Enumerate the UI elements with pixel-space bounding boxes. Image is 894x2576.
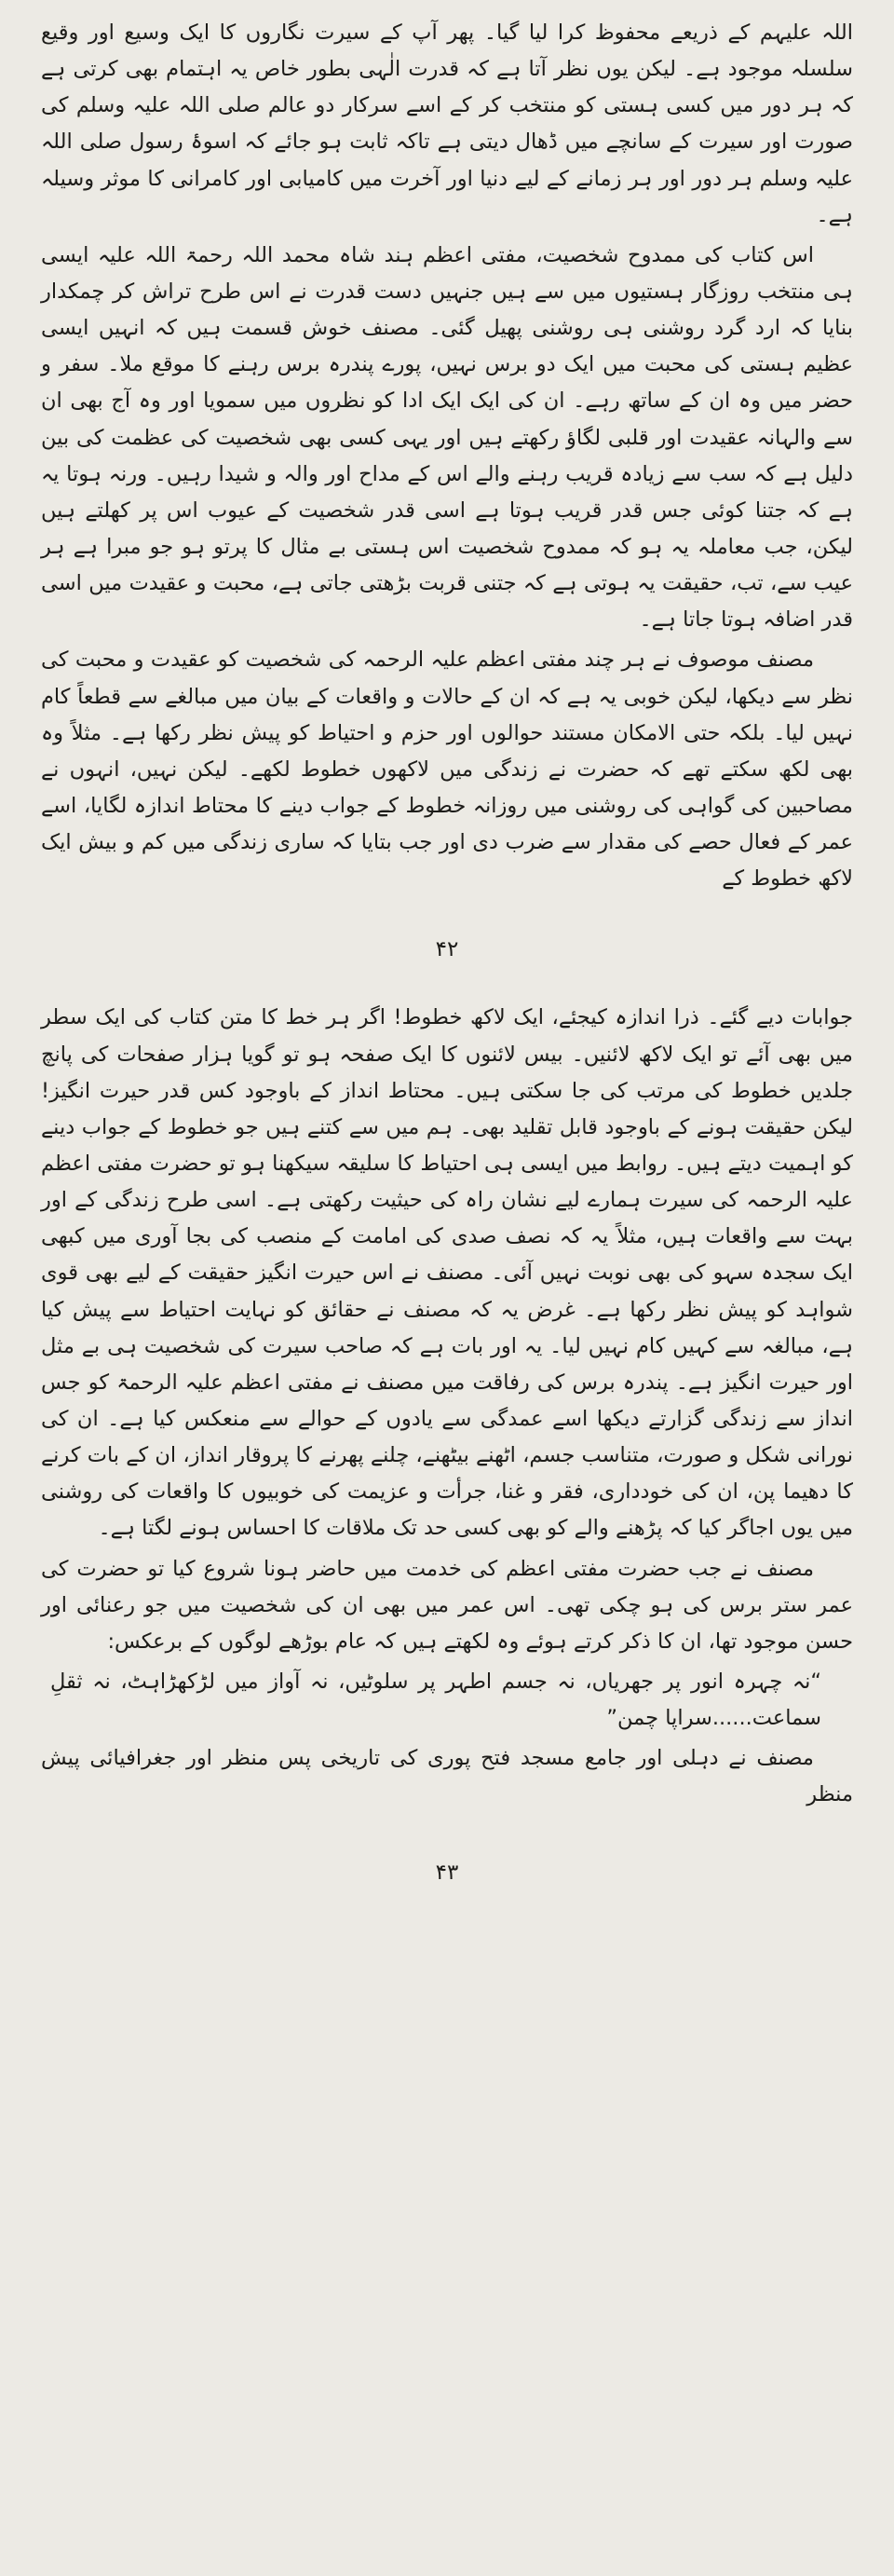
quotation: “نہ چہرہ انور پر جھریاں، نہ جسم اطہر پر سلوٹیں، نہ آواز میں لڑکھڑاہٹ، نہ ثقلِ سماعت......سراپا چمن”	[50, 1669, 821, 1731]
page-number: ۴۳	[435, 1860, 459, 1886]
paragraph: اس کتاب کی ممدوح شخصیت، مفتی اعظم ہند شاہ محمد اللہ رحمۃ اللہ علیہ ایسی ہی منتخب روزگار ہستیوں میں سے ہیں جنہیں دست قدرت نے اس طرح تراش کر چمکدار بنایا کہ ارد گرد روشنی ہی روشنی پھیل گئی۔ مصنف خوش قسمت ہیں کہ انہیں ایسی عظیم ہستی کی محبت میں ایک دو برس نہیں، پورے پندرہ برس رہنے کا موقع ملا۔ سفر و حضر میں وہ ان کے ساتھ رہے۔ ان کی ایک ایک ادا کو نظروں میں سمویا اور وہ آج بھی ان سے والہانہ عقیدت اور قلبی لگاؤ رکھتے ہیں اور یہی کسی بھی شخصیت کی عظمت کی بین دلیل ہے کہ سب سے زیادہ قریب رہنے والے اس کے مداح اور والہ و شیدا رہیں۔ ورنہ ہوتا یہ ہے کہ جتنا کوئی جس قدر قریب ہوتا ہے اسی قدر شخصیت کے عیوب اس پر کھلتے ہیں لیکن، جب معاملہ یہ ہو کہ ممدوح شخصیت اس ہستی بے مثال کا پرتو ہو جو مبرا ہے ہر عیب سے، تب، حقیقت یہ ہوتی ہے کہ جتنی قربت بڑھتی جاتی ہے، محبت و عقیدت میں اسی قدر اضافہ ہوتا جاتا ہے۔	[41, 242, 853, 633]
paragraph: مصنف نے دہلی اور جامع مسجد فتح پوری کی تاریخی پس منظر اور جغرافیائی پیش منظر	[41, 1746, 853, 1807]
paragraph: مصنف موصوف نے ہر چند مفتی اعظم علیہ الرحمہ کی شخصیت کو عقیدت و محبت کی نظر سے دیکھا، لیکن خوبی یہ ہے کہ ان کے حالات و واقعات کے بیان میں مبالغے سے قطعاً کام نہیں لیا۔ بلکہ حتی الامکان مستند حوالوں اور حزم و احتیاط کو پیش نظر رکھا ہے۔ مثلاً وہ بھی لکھ سکتے تھے کہ حضرت نے زندگی میں لاکھوں خطوط لکھے۔ لیکن نہیں، انہوں نے مصاحبین کی گواہی کی روشنی میں روزانہ خطوط کے جواب دینے کا محتاط اندازہ لگایا، اسے عمر کے فعال حصے کی مقدار سے ضرب دی اور جب بتایا کہ ساری زندگی میں کم و بیش ایک لاکھ خطوط کے	[41, 647, 853, 892]
page-43-text	[41, 1000, 853, 1891]
page-number: ۴۲	[435, 937, 459, 962]
paragraph-continuation: جوابات دیے گئے۔ ذرا اندازہ کیجئے، ایک لاکھ خطوط! اگر ہر خط کا متن کتاب کی ایک سطر میں بھی آئے تو ایک لاکھ لائنیں۔ بیس لائنوں کا ایک صفحہ ہو تو گویا ہزار صفحات کی پانچ جلدیں خطوط کی مرتب کی جا سکتی ہیں۔ محتاط انداز کے باوجود کس قدر حیرت انگیز! لیکن حقیقت ہونے کے باوجود قابل تقلید بھی۔ ہم میں سے کتنے ہیں جو خطوط کے جواب دینے کو اہمیت دیتے ہیں۔ روابط میں ایسی ہی احتیاط کا سلیقہ سیکھنا ہو تو حضرت مفتی اعظم علیہ الرحمہ کی سیرت ہمارے لیے نشان راہ کی حیثیت رکھتی ہے۔ اسی طرح زندگی کے اور بہت سے واقعات ہیں، مثلاً یہ کہ نصف صدی کی امامت کے منصب کی بجا آوری میں کبھی ایک سجدہ سہو کی بھی نوبت نہیں آئی۔ مصنف نے اس حیرت انگیز حقیقت کے لیے بھی قوی شواہد کو پیش نظر رکھا ہے۔ غرض یہ کہ مصنف نے حقائق کو نہایت احتیاط سے پیش کیا ہے، مبالغہ سے کہیں کام نہیں لیا۔ یہ اور بات ہے کہ صاحب سیرت کی شخصیت ہی بے مثل اور حیرت انگیز ہے۔ پندرہ برس کی رفاقت میں مصنف نے مفتی اعظم علیہ الرحمۃ کو جس انداز سے زندگی گزارتے دیکھا اسے عمدگی سے یادوں کے حوالے سے منعکس کیا ہے۔ ان کی نورانی شکل و صورت، متناسب جسم، اٹھنے بیٹھنے، چلنے پھرنے کا پروقار انداز، ان کے بات کرنے کا دھیما پن، ان کی خودداری، فقر و غنا، جرأت و عزیمت کی خوبیوں کا واقعات کی روشنی میں یوں اجاگر کیا کہ پڑھنے والے کو بھی کسی حد تک ملاقات کا احساس ہونے لگتا ہے۔	[41, 1005, 853, 1541]
paragraph: مصنف نے جب حضرت مفتی اعظم کی خدمت میں حاضر ہونا شروع کیا تو حضرت کی عمر ستر برس کی ہو چکی تھی۔ اس عمر میں بھی ان کی شخصیت میں جو رعنائی اور حسن موجود تھا، ان کا ذکر کرتے ہوئے وہ لکھتے ہیں کہ عام بوڑھے لوگوں کے برعکس:	[41, 1556, 853, 1654]
page-42-text	[41, 15, 853, 968]
paragraph-continuation: اللہ علیہم کے ذریعے محفوظ کرا لیا گیا۔ پھر آپ کے سیرت نگاروں کا ایک وسیع اور وقیع سلسلہ موجود ہے۔ لیکن یوں نظر آتا ہے کہ قدرت الٰہی بطور خاص یہ اہتمام بھی کرتی ہے کہ ہر دور میں کسی ہستی کو منتخب کر کے اسے سرکار دو عالم صلی اللہ علیہ وسلم کی صورت اور سیرت کے سانچے میں ڈھال دیتی ہے تاکہ ثابت ہو جائے کہ اسوۂ رسول صلی اللہ علیہ وسلم ہر دور اور ہر زمانے کے لیے دنیا اور آخرت میں کامیابی اور کامرانی کا موثر وسیلہ ہے۔	[41, 20, 853, 227]
